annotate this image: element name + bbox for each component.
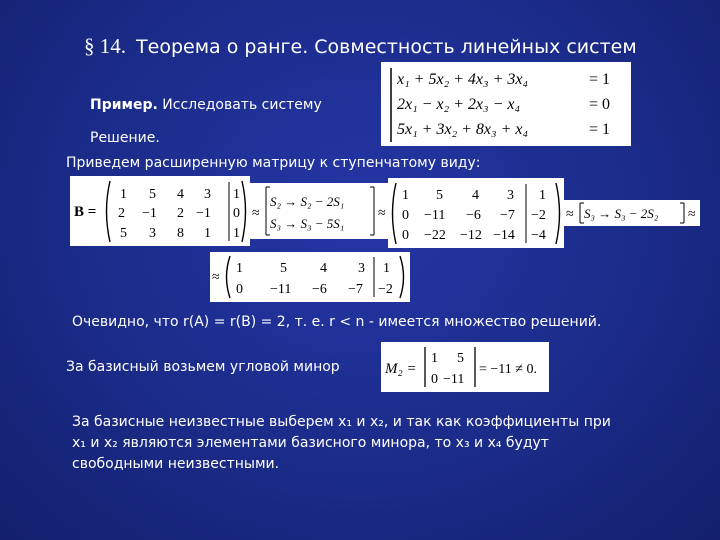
cell: −7 [348, 282, 363, 297]
cell: −12 [460, 228, 482, 243]
cell: 1 [233, 187, 240, 202]
matrix-b [70, 176, 250, 246]
cell: −11 [270, 282, 292, 297]
step-text: Приведем расширенную матрицу к ступенчатому виду: [66, 155, 481, 171]
approx-sign: ≈ [566, 207, 574, 222]
minor-label: M₂ = [385, 361, 417, 377]
system-row-1-left: x₁ + 5x₂ + 4x₃ + 3x₄ [397, 71, 529, 88]
cell: 0 [236, 282, 243, 297]
cell: −22 [424, 228, 446, 243]
cell: 1 [383, 261, 390, 276]
approx-sign: ≈ [688, 207, 696, 222]
rank-text: Очевидно, что r(A) = r(B) = 2, т. е. r < n - имеется множество решений. [72, 314, 602, 330]
cell: 2 [177, 206, 184, 221]
final-paragraph [72, 412, 611, 475]
cell: 1 [431, 351, 438, 366]
cell: 3 [149, 226, 156, 241]
system-row-2-left: 2x₁ − x₂ + 2x₃ − x₄ [397, 96, 521, 113]
matrix-2 [388, 178, 564, 248]
op-3: S₃ → S₃ − 2S₂ [584, 206, 659, 221]
cell: 4 [472, 188, 479, 203]
cell: 5 [120, 226, 127, 241]
final-line-3: свободными неизвестными. [72, 456, 280, 472]
linear-system [381, 62, 631, 146]
matrix-b-cells [118, 187, 240, 241]
approx-sign: ≈ [252, 206, 260, 221]
solution-label: Решение. [90, 130, 160, 146]
row-operations-2 [564, 200, 700, 226]
cell: 2 [118, 206, 125, 221]
cell: −7 [500, 208, 515, 223]
left-paren [227, 256, 231, 298]
bracket-right [680, 203, 684, 223]
matrix-3 [210, 252, 410, 302]
system-row-3-left: 5x₁ + 3x₂ + 8x₃ + x₄ [397, 121, 529, 138]
cell: 4 [320, 261, 327, 276]
cell: 4 [177, 187, 184, 202]
op-1: S₂ → S₂ − 2S₁ [270, 194, 345, 209]
final-line-1: За базисные неизвестные выберем x₁ и x₂, и так как коэффициенты при [72, 414, 611, 430]
cell: −1 [142, 206, 157, 221]
section-number: § 14. [84, 34, 126, 58]
system-svg [381, 62, 631, 146]
cell: −4 [531, 228, 546, 243]
cell: −11 [424, 208, 446, 223]
cell: 3 [204, 187, 211, 202]
cell: 1 [539, 188, 546, 203]
minor-text: За базисный возьмем угловой минор [66, 359, 340, 375]
right-paren [242, 181, 246, 242]
cell: −6 [312, 282, 327, 297]
cell: −14 [493, 228, 515, 243]
row-operations-1 [250, 183, 390, 239]
cell: 1 [204, 226, 211, 241]
cell: −2 [531, 208, 546, 223]
cell: 3 [358, 261, 365, 276]
right-paren [556, 183, 560, 244]
cell: 3 [507, 188, 514, 203]
cell: 0 [233, 206, 240, 221]
minor-determinant [381, 342, 549, 392]
system-row-2-right: = 0 [589, 96, 611, 113]
final-line-2: x₁ и x₂ являются элементами базисного минора, то x₃ и x₄ будут [72, 435, 549, 451]
example-label: Пример. [90, 97, 158, 113]
cell: −6 [466, 208, 481, 223]
title-text: Теорема о ранге. Совместность линейных систем [136, 36, 637, 58]
cell: 1 [120, 187, 127, 202]
cell: −1 [196, 206, 211, 221]
left-paren [393, 183, 397, 244]
cell: 0 [402, 228, 409, 243]
approx-sign: ≈ [212, 270, 220, 285]
slide-title [84, 34, 637, 59]
system-row-3-right: = 1 [589, 121, 611, 138]
example-text: Исследовать систему [162, 97, 322, 113]
cell: 5 [436, 188, 443, 203]
cell: 5 [149, 187, 156, 202]
matrix-b-label: B = [74, 204, 97, 220]
right-paren [400, 256, 404, 298]
cell: 5 [280, 261, 287, 276]
approx-sign: ≈ [378, 206, 386, 221]
cell: 1 [236, 261, 243, 276]
cell: −2 [378, 282, 393, 297]
bracket-right [370, 187, 374, 235]
op-2: S₃ → S₃ − 5S₁ [270, 216, 345, 231]
cell: 1 [233, 226, 240, 241]
cell: 1 [402, 188, 409, 203]
cell: −11 [443, 372, 465, 387]
example-line [90, 97, 322, 113]
cell: 0 [431, 372, 438, 387]
system-row-1-right: = 1 [589, 71, 611, 88]
cell: 0 [402, 208, 409, 223]
left-paren [107, 181, 111, 242]
cell: 5 [457, 351, 464, 366]
minor-value: = −11 ≠ 0. [479, 362, 537, 377]
cell: 8 [177, 226, 184, 241]
